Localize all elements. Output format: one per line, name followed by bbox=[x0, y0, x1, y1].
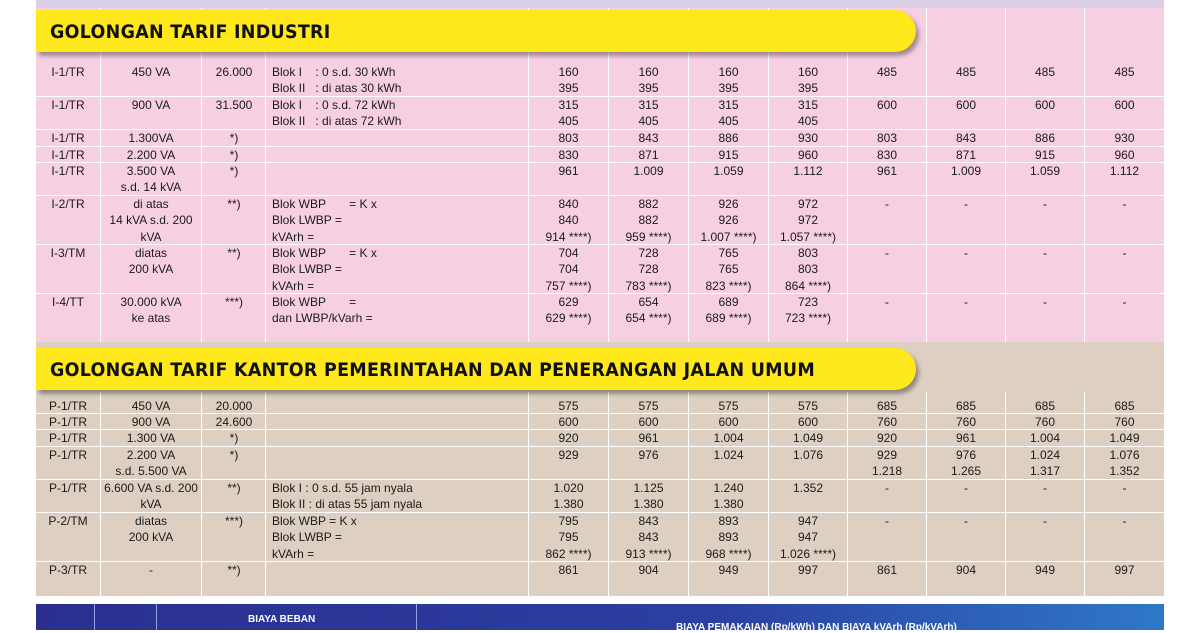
kantor-cell-daya: 200 kVA bbox=[128, 530, 174, 545]
kantor-cell-c3: 1.004 bbox=[713, 431, 744, 445]
kantor-cell-p1: 861 bbox=[876, 563, 898, 577]
top-strip bbox=[36, 0, 1164, 8]
kantor-cell-c4: 1.049 bbox=[792, 431, 824, 445]
kantor-cell-p3: - bbox=[1043, 481, 1047, 495]
kantor-cell-p3: 1.317 bbox=[1029, 464, 1061, 479]
industri-cell-c1: 629 bbox=[558, 295, 579, 309]
kantor-cell-c3: 949 bbox=[718, 563, 739, 577]
industri-cell-gol: I-3/TM bbox=[50, 246, 86, 260]
kantor-cell-c1: 929 bbox=[558, 448, 579, 462]
kantor-cell-c4: 1.352 bbox=[792, 481, 824, 495]
kantor-cell-p4: 760 bbox=[1114, 415, 1135, 429]
kantor-cell-p2: 904 bbox=[955, 563, 977, 577]
industri-cell-blok: Blok WBP = bbox=[272, 295, 357, 309]
kantor-cell-p4: 997 bbox=[1114, 563, 1135, 577]
industri-cell-c1: 629 ****) bbox=[545, 311, 592, 326]
kantor-cell-beban: ***) bbox=[224, 514, 243, 528]
kantor-cell-gol: P-1/TR bbox=[48, 431, 87, 445]
industri-cell-daya: 450 VA bbox=[131, 65, 171, 79]
kantor-cell-p1: 929 bbox=[876, 448, 898, 462]
industri-cell-c1: 704 bbox=[558, 246, 579, 260]
industri-cell-beban: **) bbox=[227, 197, 241, 211]
industri-cell-p4: - bbox=[1122, 295, 1127, 309]
industri-cell-c2: 405 bbox=[638, 114, 659, 129]
kantor-cell-c4: 997 bbox=[797, 563, 819, 577]
kantor-cell-c4: 1.026 ****) bbox=[779, 546, 837, 561]
industri-cell-c4: 1.057 ****) bbox=[779, 229, 837, 244]
industri-cell-c4: 315 bbox=[797, 98, 819, 112]
kantor-cell-c1: 795 bbox=[558, 530, 579, 545]
industri-cell-beban: *) bbox=[229, 164, 239, 178]
industri-cell-beban: ***) bbox=[224, 295, 243, 309]
industri-cell-p4: - bbox=[1122, 246, 1127, 260]
industri-cell-p3: - bbox=[1043, 295, 1047, 309]
industri-cell-c1: 840 bbox=[558, 213, 579, 228]
kantor-title: GOLONGAN TARIF KANTOR PEMERINTAHAN DAN PENERANGAN JALAN UMUM bbox=[50, 359, 816, 381]
industri-cell-c2: 959 ****) bbox=[625, 229, 672, 244]
industri-cell-beban: 26.000 bbox=[215, 65, 253, 79]
industri-cell-daya: 900 VA bbox=[131, 98, 171, 112]
industri-cell-p3: 1.059 bbox=[1029, 164, 1061, 178]
industri-cell-daya: 1.300VA bbox=[128, 131, 174, 145]
industri-cell-c1: 840 bbox=[558, 197, 579, 211]
kantor-cell-c1: 1.020 bbox=[553, 481, 584, 495]
industri-cell-p2: - bbox=[964, 197, 968, 211]
industri-cell-c3: 765 bbox=[718, 246, 739, 260]
industri-cell-p2: - bbox=[964, 295, 968, 309]
industri-cell-c1: 830 bbox=[558, 148, 579, 162]
kantor-cell-c1: 795 bbox=[558, 514, 579, 528]
industri-cell-blok: Blok WBP = K x bbox=[272, 246, 377, 260]
industri-cell-p3: 485 bbox=[1034, 65, 1056, 79]
kantor-cell-p2: 976 bbox=[955, 448, 977, 462]
kantor-cell-gol: P-1/TR bbox=[48, 481, 87, 495]
industri-cell-blok: Blok LWBP = bbox=[272, 262, 342, 277]
kantor-cell-c3: 600 bbox=[718, 415, 739, 429]
industri-cell-p3: 915 bbox=[1034, 148, 1056, 162]
industri-cell-p1: 803 bbox=[876, 131, 898, 145]
kantor-cell-p4: - bbox=[1122, 481, 1127, 495]
kantor-cell-blok: Blok I : 0 s.d. 55 jam nyala bbox=[272, 481, 413, 495]
industri-cell-c2: 882 bbox=[638, 213, 659, 228]
industri-cell-gol: I-2/TR bbox=[51, 197, 85, 211]
kantor-cell-daya: s.d. 5.500 VA bbox=[115, 464, 187, 479]
industri-cell-p2: - bbox=[964, 246, 968, 260]
industri-cell-beban: **) bbox=[227, 246, 241, 260]
industri-cell-c4: 395 bbox=[797, 81, 819, 96]
kantor-cell-p1: 920 bbox=[876, 431, 898, 445]
industri-cell-c3: 689 ****) bbox=[705, 311, 752, 326]
industri-cell-p4: 600 bbox=[1114, 98, 1135, 112]
kantor-cell-p4: 685 bbox=[1114, 399, 1135, 413]
industri-cell-daya: 200 kVA bbox=[128, 262, 174, 277]
kantor-cell-p1: 1.218 bbox=[871, 464, 903, 479]
industri-cell-c1: 405 bbox=[558, 114, 579, 129]
industri-cell-gol: I-1/TR bbox=[51, 131, 85, 145]
kantor-cell-gol: P-1/TR bbox=[48, 415, 87, 429]
kantor-cell-daya: 6.600 VA s.d. 200 bbox=[104, 481, 198, 495]
kantor-cell-daya: diatas bbox=[134, 514, 168, 528]
kantor-cell-daya: kVA bbox=[140, 497, 162, 512]
industri-cell-c4: 1.112 bbox=[793, 164, 823, 178]
industri-cell-p1: 830 bbox=[876, 148, 898, 162]
industri-title: GOLONGAN TARIF INDUSTRI bbox=[50, 21, 331, 43]
kantor-cell-c2: 843 bbox=[638, 514, 659, 528]
industri-cell-blok: Blok I : 0 s.d. 72 kWh bbox=[272, 98, 396, 112]
industri-cell-c3: 689 bbox=[718, 295, 739, 309]
kantor-cell-c1: 920 bbox=[558, 431, 579, 445]
industri-cell-daya: 14 kVA s.d. 200 bbox=[109, 213, 193, 228]
industri-cell-p3: - bbox=[1043, 197, 1047, 211]
industri-cell-c1: 803 bbox=[558, 131, 579, 145]
kantor-cell-beban: **) bbox=[227, 481, 241, 495]
industri-cell-c3: 765 bbox=[718, 262, 739, 277]
kantor-cell-daya: 900 VA bbox=[131, 415, 171, 429]
kantor-cell-c4: 1.076 bbox=[792, 448, 824, 462]
kantor-cell-beban: **) bbox=[227, 563, 241, 577]
kantor-cell-beban: *) bbox=[229, 431, 239, 445]
industri-cell-daya: di atas bbox=[133, 197, 169, 211]
kantor-banner bbox=[36, 348, 916, 390]
industri-cell-gol: I-1/TR bbox=[51, 65, 85, 79]
industri-cell-c2: 395 bbox=[638, 81, 659, 96]
industri-cell-p1: - bbox=[885, 295, 889, 309]
industri-cell-c3: 886 bbox=[718, 131, 739, 145]
industri-cell-p1: 485 bbox=[876, 65, 898, 79]
kantor-cell-c2: 1.125 bbox=[633, 481, 664, 495]
industri-cell-c1: 315 bbox=[558, 98, 579, 112]
industri-cell-c1: 704 bbox=[558, 262, 579, 277]
industri-cell-c3: 823 ****) bbox=[705, 278, 752, 293]
kantor-cell-p4: - bbox=[1122, 514, 1127, 528]
industri-cell-c3: 395 bbox=[718, 81, 739, 96]
kantor-cell-gol: P-3/TR bbox=[48, 563, 87, 577]
industri-cell-c2: 728 bbox=[638, 246, 659, 260]
industri-cell-beban: *) bbox=[229, 148, 239, 162]
industri-cell-p4: - bbox=[1122, 197, 1127, 211]
kantor-cell-p2: - bbox=[964, 514, 968, 528]
industri-banner bbox=[36, 10, 916, 52]
industri-cell-c2: 843 bbox=[638, 131, 659, 145]
industri-cell-daya: 30.000 kVA bbox=[120, 295, 182, 309]
industri-cell-blok: kVArh = bbox=[272, 278, 315, 293]
industri-cell-c4: 972 bbox=[797, 197, 819, 211]
industri-cell-c1: 160 bbox=[558, 65, 579, 79]
industri-cell-p4: 930 bbox=[1114, 131, 1135, 145]
industri-cell-c2: 728 bbox=[638, 262, 659, 277]
industri-cell-c4: 160 bbox=[797, 65, 819, 79]
industri-cell-c4: 930 bbox=[797, 131, 819, 145]
industri-cell-c2: 1.009 bbox=[633, 164, 664, 178]
industri-cell-p2: 1.009 bbox=[950, 164, 982, 178]
kantor-cell-p4: 1.076 bbox=[1109, 448, 1140, 462]
kantor-cell-p2: 1.265 bbox=[950, 464, 982, 479]
kantor-cell-p1: - bbox=[885, 514, 889, 528]
industri-cell-c3: 1.007 ****) bbox=[700, 229, 757, 244]
kantor-cell-beban: 20.000 bbox=[215, 399, 253, 413]
industri-cell-c2: 315 bbox=[638, 98, 659, 112]
table-header-footer bbox=[36, 604, 1164, 633]
kantor-cell-blok: Blok II : di atas 55 jam nyala bbox=[272, 497, 423, 512]
industri-cell-p2: 485 bbox=[955, 65, 977, 79]
industri-cell-c3: 926 bbox=[718, 197, 739, 211]
kantor-cell-gol: P-1/TR bbox=[48, 448, 87, 462]
kantor-cell-blok: Blok LWBP = bbox=[272, 530, 342, 545]
kantor-cell-c4: 575 bbox=[797, 399, 819, 413]
industri-cell-p4: 1.112 bbox=[1109, 164, 1140, 178]
kantor-cell-blok: Blok WBP = K x bbox=[272, 514, 357, 528]
kantor-cell-daya: 2.200 VA bbox=[126, 448, 176, 462]
industri-cell-p3: - bbox=[1043, 246, 1047, 260]
kantor-cell-p2: 685 bbox=[955, 399, 977, 413]
kantor-cell-gol: P-1/TR bbox=[48, 399, 87, 413]
industri-cell-p4: 960 bbox=[1114, 148, 1135, 162]
industri-cell-c1: 961 bbox=[558, 164, 579, 178]
industri-cell-gol: I-1/TR bbox=[51, 98, 85, 112]
industri-cell-p3: 600 bbox=[1034, 98, 1056, 112]
kantor-cell-p3: 1.024 bbox=[1029, 448, 1061, 462]
industri-cell-c3: 926 bbox=[718, 213, 739, 228]
industri-cell-daya: 2.200 VA bbox=[126, 148, 176, 162]
kantor-cell-c1: 861 bbox=[558, 563, 579, 577]
industri-cell-c4: 972 bbox=[797, 213, 819, 228]
industri-cell-p1: 600 bbox=[876, 98, 898, 112]
industri-cell-p2: 843 bbox=[955, 131, 977, 145]
industri-cell-p3: 886 bbox=[1034, 131, 1056, 145]
biaya-beban-header: BIAYA BEBAN bbox=[248, 614, 316, 625]
industri-cell-p4: 485 bbox=[1114, 65, 1135, 79]
industri-cell-c3: 160 bbox=[718, 65, 739, 79]
industri-cell-c3: 315 bbox=[718, 98, 739, 112]
industri-cell-c1: 914 ****) bbox=[545, 229, 592, 244]
kantor-cell-c2: 904 bbox=[638, 563, 659, 577]
kantor-cell-c1: 1.380 bbox=[553, 497, 584, 512]
industri-cell-c4: 723 ****) bbox=[784, 311, 832, 326]
industri-cell-p1: - bbox=[885, 197, 889, 211]
industri-cell-daya: 3.500 VA bbox=[126, 164, 176, 178]
kantor-cell-p2: - bbox=[964, 481, 968, 495]
industri-cell-c3: 405 bbox=[718, 114, 739, 129]
industri-cell-c2: 160 bbox=[638, 65, 659, 79]
industri-cell-blok: Blok II : di atas 30 kWh bbox=[272, 81, 402, 96]
kantor-cell-c3: 575 bbox=[718, 399, 739, 413]
industri-cell-c4: 803 bbox=[797, 246, 819, 260]
kantor-cell-p1: - bbox=[885, 481, 889, 495]
industri-cell-c1: 757 ****) bbox=[545, 278, 592, 293]
kantor-cell-p3: 949 bbox=[1034, 563, 1056, 577]
kantor-cell-blok: kVArh = bbox=[272, 546, 315, 561]
kantor-cell-daya: 450 VA bbox=[131, 399, 171, 413]
kantor-cell-p4: 1.352 bbox=[1109, 464, 1140, 479]
kantor-cell-c4: 600 bbox=[797, 415, 819, 429]
kantor-cell-p1: 760 bbox=[876, 415, 898, 429]
kantor-cell-p3: 685 bbox=[1034, 399, 1056, 413]
kantor-cell-c2: 976 bbox=[638, 448, 659, 462]
industri-cell-c4: 723 bbox=[797, 295, 819, 309]
kantor-cell-c1: 600 bbox=[558, 415, 579, 429]
industri-cell-c4: 960 bbox=[797, 148, 819, 162]
kantor-cell-c1: 862 ****) bbox=[545, 546, 592, 561]
industri-cell-c2: 871 bbox=[638, 148, 659, 162]
industri-cell-p2: 871 bbox=[955, 148, 977, 162]
industri-cell-p1: 961 bbox=[876, 164, 898, 178]
industri-cell-gol: I-1/TR bbox=[51, 148, 85, 162]
kantor-cell-p3: 760 bbox=[1034, 415, 1056, 429]
biaya-pemakaian-header: BIAYA PEMAKAIAN (Rp/kWh) DAN BIAYA kVArh (Rp/kVArh) bbox=[676, 622, 957, 633]
kantor-cell-c3: 893 bbox=[718, 514, 739, 528]
kantor-cell-c3: 893 bbox=[718, 530, 739, 545]
kantor-cell-p4: 1.049 bbox=[1109, 431, 1140, 445]
kantor-cell-p2: 961 bbox=[955, 431, 977, 445]
industri-cell-blok: Blok II : di atas 72 kWh bbox=[272, 114, 402, 129]
kantor-cell-c2: 843 bbox=[638, 530, 659, 545]
kantor-cell-c3: 968 ****) bbox=[705, 546, 752, 561]
kantor-cell-daya: 1.300 VA bbox=[126, 431, 176, 445]
industri-cell-c2: 783 ****) bbox=[625, 278, 672, 293]
industri-cell-c2: 654 ****) bbox=[625, 311, 672, 326]
industri-cell-c1: 395 bbox=[558, 81, 579, 96]
industri-cell-blok: Blok LWBP = bbox=[272, 213, 342, 228]
industri-cell-blok: dan LWBP/kVarh = bbox=[272, 311, 373, 326]
kantor-cell-c3: 1.240 bbox=[713, 481, 744, 495]
industri-cell-c4: 864 ****) bbox=[784, 278, 832, 293]
kantor-cell-beban: *) bbox=[229, 448, 239, 462]
kantor-cell-c3: 1.024 bbox=[713, 448, 744, 462]
industri-cell-blok: Blok I : 0 s.d. 30 kWh bbox=[272, 65, 396, 79]
industri-cell-blok: kVArh = bbox=[272, 229, 315, 244]
kantor-cell-p2: 760 bbox=[955, 415, 977, 429]
kantor-cell-p1: 685 bbox=[876, 399, 898, 413]
industri-cell-c2: 654 bbox=[638, 295, 659, 309]
industri-cell-daya: kVA bbox=[140, 229, 162, 244]
industri-cell-daya: diatas bbox=[134, 246, 168, 260]
kantor-cell-c4: 947 bbox=[797, 530, 819, 545]
industri-cell-gol: I-4/TT bbox=[52, 295, 84, 309]
kantor-cell-gol: P-2/TM bbox=[48, 514, 88, 528]
industri-cell-c2: 882 bbox=[638, 197, 659, 211]
kantor-cell-p3: 1.004 bbox=[1029, 431, 1061, 445]
industri-cell-beban: *) bbox=[229, 131, 239, 145]
kantor-cell-beban: 24.600 bbox=[215, 415, 253, 429]
industri-cell-gol: I-1/TR bbox=[51, 164, 85, 178]
kantor-cell-c2: 600 bbox=[638, 415, 659, 429]
industri-cell-c4: 803 bbox=[797, 262, 819, 277]
industri-cell-c3: 1.059 bbox=[713, 164, 744, 178]
kantor-cell-c4: 947 bbox=[797, 514, 819, 528]
kantor-cell-c2: 913 ****) bbox=[625, 546, 672, 561]
kantor-cell-c3: 1.380 bbox=[713, 497, 744, 512]
industri-cell-daya: s.d. 14 kVA bbox=[120, 180, 182, 195]
kantor-cell-c2: 1.380 bbox=[633, 497, 664, 512]
industri-cell-beban: 31.500 bbox=[215, 98, 253, 112]
industri-cell-p2: 600 bbox=[955, 98, 977, 112]
kantor-cell-p3: - bbox=[1043, 514, 1047, 528]
kantor-cell-c2: 575 bbox=[638, 399, 659, 413]
industri-cell-p1: - bbox=[885, 246, 889, 260]
industri-cell-daya: ke atas bbox=[131, 311, 171, 326]
industri-cell-c3: 915 bbox=[718, 148, 739, 162]
kantor-cell-c2: 961 bbox=[638, 431, 659, 445]
industri-cell-blok: Blok WBP = K x bbox=[272, 197, 377, 211]
kantor-cell-daya: - bbox=[149, 563, 153, 577]
kantor-cell-c1: 575 bbox=[558, 399, 579, 413]
industri-cell-c4: 405 bbox=[797, 114, 819, 129]
